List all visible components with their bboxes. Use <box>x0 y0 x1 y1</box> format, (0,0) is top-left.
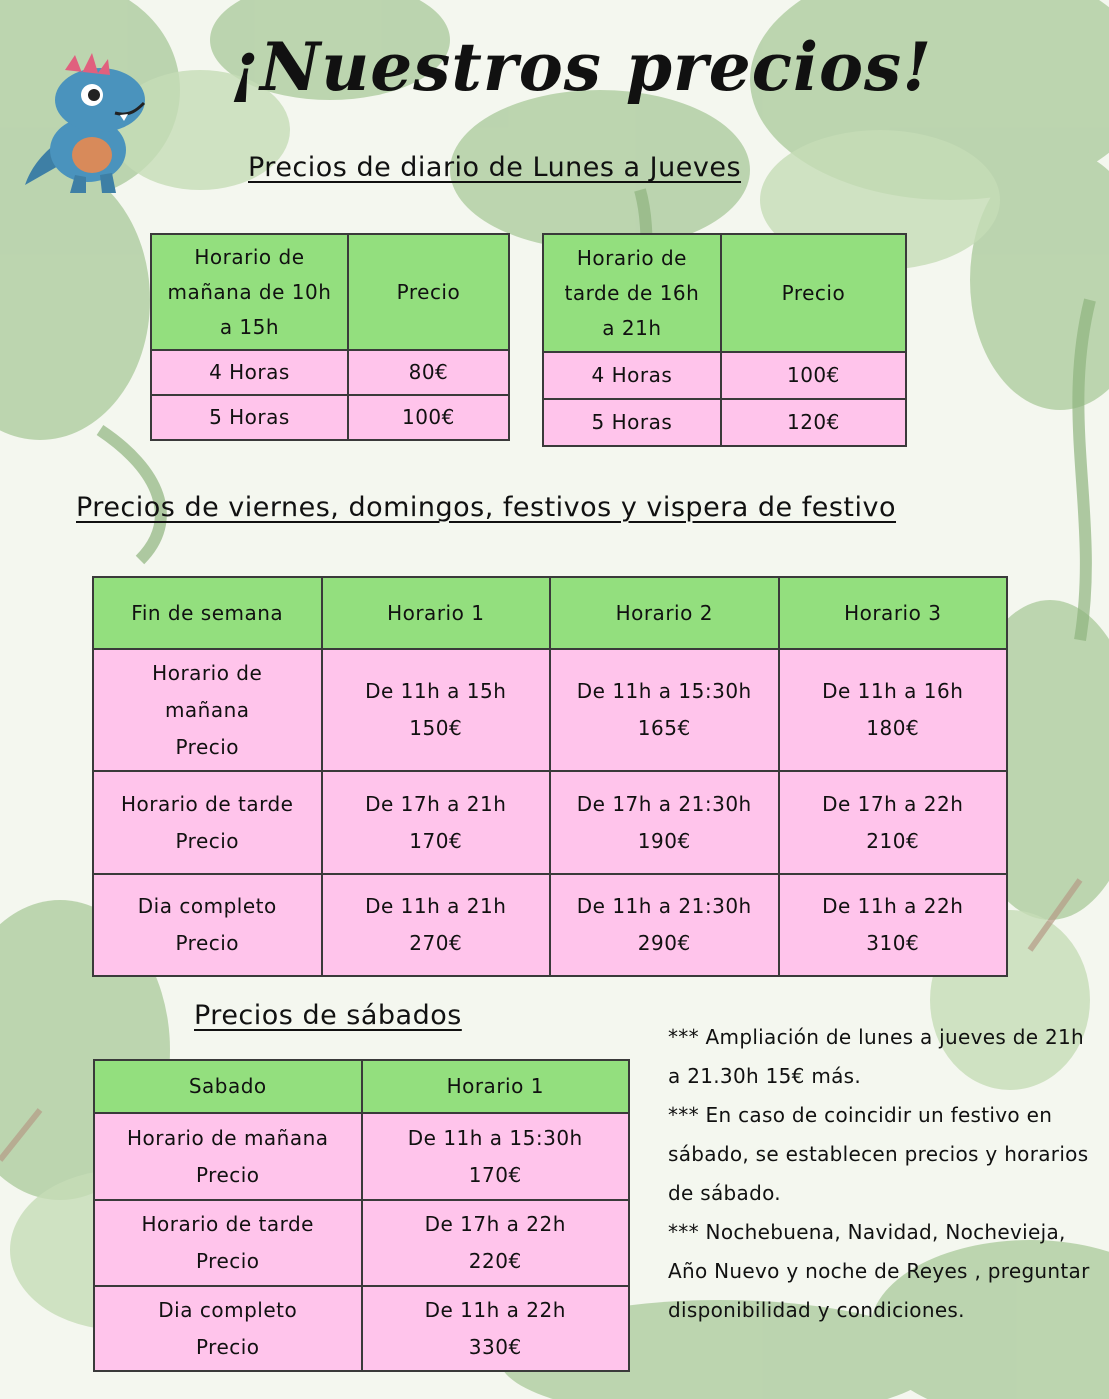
weekday-afternoon-table <box>542 233 907 447</box>
section-weekend-title: Precios de viernes, domingos, festivos y vispera de festivo <box>76 492 897 523</box>
table-cell: De 17h a 22h 210€ <box>779 771 1008 874</box>
note-holidays: *** Nochebuena, Navidad, Nochevieja, Año Nuevo y noche de Reyes , preguntar disponibilidad y condiciones. <box>668 1220 1090 1322</box>
weekday-morning-table <box>150 233 510 441</box>
table-row-label: 5 Horas <box>151 395 348 440</box>
weekday-morning-header: Horario de mañana de 10h a 15h <box>151 234 348 350</box>
saturday-row-fullday-label: Dia completo Precio <box>94 1286 362 1371</box>
weekend-header-horario-1: Horario 1 <box>322 577 551 649</box>
notes-block <box>668 1018 1093 1330</box>
note-extension: *** Ampliación de lunes a jueves de 21h a 21.30h 15€ más. <box>668 1025 1085 1088</box>
table-cell: De 17h a 22h 220€ <box>362 1200 630 1286</box>
saturday-table <box>93 1059 630 1372</box>
note-festivo-sabado: *** En caso de coincidir un festivo en sábado, se establecen precios y horarios de sábado. <box>668 1103 1089 1205</box>
weekend-header-label: Fin de semana <box>93 577 322 649</box>
table-cell: De 11h a 21h 270€ <box>322 874 551 976</box>
table-row-price: 120€ <box>721 399 906 446</box>
table-cell: De 11h a 16h 180€ <box>779 649 1008 771</box>
weekday-afternoon-price-header: Precio <box>721 234 906 352</box>
saturday-row-afternoon-label: Horario de tarde Precio <box>94 1200 362 1286</box>
saturday-row-morning-label: Horario de mañana Precio <box>94 1113 362 1200</box>
table-cell: De 11h a 21:30h 290€ <box>550 874 779 976</box>
table-row-label: 4 Horas <box>151 350 348 395</box>
weekend-row-morning-label: Horario de mañana Precio <box>93 649 322 771</box>
saturday-header-label: Sabado <box>94 1060 362 1113</box>
table-row-price: 100€ <box>348 395 509 440</box>
table-cell: De 11h a 15:30h 170€ <box>362 1113 630 1200</box>
table-cell: De 11h a 15h 150€ <box>322 649 551 771</box>
weekend-row-fullday-label: Dia completo Precio <box>93 874 322 976</box>
weekend-row-afternoon-label: Horario de tarde Precio <box>93 771 322 874</box>
weekday-afternoon-header: Horario de tarde de 16h a 21h <box>543 234 721 352</box>
table-row-price: 80€ <box>348 350 509 395</box>
dinosaur-mascot-icon <box>20 45 160 195</box>
page-title: ¡Nuestros precios! <box>230 28 933 106</box>
weekend-header-horario-2: Horario 2 <box>550 577 779 649</box>
weekend-table <box>92 576 1008 977</box>
table-cell: De 17h a 21:30h 190€ <box>550 771 779 874</box>
table-cell: De 11h a 15:30h 165€ <box>550 649 779 771</box>
table-row-price: 100€ <box>721 352 906 399</box>
table-cell: De 17h a 21h 170€ <box>322 771 551 874</box>
weekend-header-horario-3: Horario 3 <box>779 577 1008 649</box>
table-row-label: 4 Horas <box>543 352 721 399</box>
section-saturday-title: Precios de sábados <box>194 1000 462 1031</box>
table-row-label: 5 Horas <box>543 399 721 446</box>
weekday-morning-price-header: Precio <box>348 234 509 350</box>
section-weekday-title: Precios de diario de Lunes a Jueves <box>248 152 742 183</box>
table-cell: De 11h a 22h 330€ <box>362 1286 630 1371</box>
table-cell: De 11h a 22h 310€ <box>779 874 1008 976</box>
saturday-header-horario-1: Horario 1 <box>362 1060 630 1113</box>
